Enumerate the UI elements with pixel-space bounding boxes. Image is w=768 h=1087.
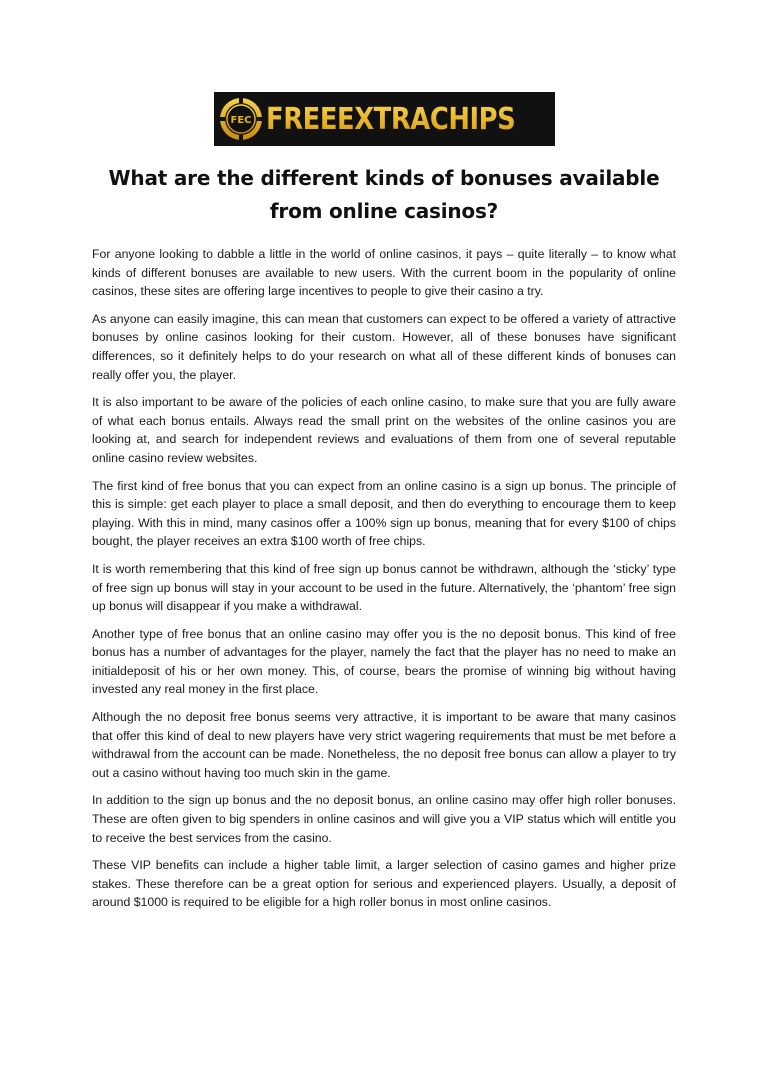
paragraph: These VIP benefits can include a higher table limit, a larger selection of casino games and higher prize stakes. These therefore can be a great option for serious and experienced players. Usually, a deposit of around $1000 is required to be eligible for a high roller bonus in most online casinos. (92, 858, 676, 910)
paragraph: The first kind of free bonus that you can expect from an online casino is a sign up bonus. The principle of this is simple: get each player to place a small deposit, and then do everything to encourage them to keep playing. With this in mind, many casinos offer a 100% sign up bonus, meaning that for every $100 of chips bought, the player receives an extra $100 worth of free chips. (92, 478, 676, 549)
page-title: What are the different kinds of bonuses available from online casinos? (108, 166, 660, 223)
paragraph: It is also important to be aware of the policies of each online casino, to make sure that you are fully aware of what each bonus entails. Always read the small print on the websites of the online casinos you are looking at, and search for independent reviews and evaluations of them from one of several reputable online casino review websites. (92, 395, 676, 465)
paragraph: In addition to the sign up bonus and the no deposit bonus, an online casino may offer high roller bonuses. These are often given to big spenders in online casinos and will give you a VIP status which will entitle you to receive the best services from the casino. (92, 793, 676, 845)
poker-chip-icon (218, 96, 264, 142)
logo-wordmark: FREEEXTRACHIPS (266, 101, 516, 137)
paragraph: It is worth remembering that this kind of free sign up bonus cannot be withdrawn, although the ‘sticky’ type of free sign up bonus will stay in your account to be used in the future. Alternatively, the ‘phantom’ free sign up bonus will disappear if you make a withdrawal. (92, 561, 676, 614)
logo-badge-text: FEC (230, 115, 252, 126)
freeextrachips-logo (214, 92, 555, 146)
paragraph: For anyone looking to dabble a little in the world of online casinos, it pays – quite literally – to know what kinds of different bonuses are available to new users. With the current boom in the popularity of online casinos, these sites are offering large incentives to people to give their casino a try. (92, 247, 676, 299)
article-body (92, 245, 676, 921)
paragraph: As anyone can easily imagine, this can mean that customers can expect to be offered a variety of attractive bonuses by online casinos looking for their custom. However, all of these bonuses have significant differences, so it definitely helps to do your research on what all of these different kinds of bonuses can really offer you, the player. (92, 311, 676, 382)
paragraph: Another type of free bonus that an online casino may offer you is the no deposit bonus. This kind of free bonus has a number of advantages for the player, namely the fact that the player has no need to make an initialdeposit of his or her own money. This, of course, bears the promise of winning big without having invested any real money in the first place. (92, 626, 676, 697)
paragraph: Although the no deposit free bonus seems very attractive, it is important to be aware that many casinos that offer this kind of deal to new players have very strict wagering requirements that must be met before a withdrawal from the account can be made. Nonetheless, the no deposit free bonus can allow a player to try out a casino without having too much skin in the game. (92, 710, 676, 780)
